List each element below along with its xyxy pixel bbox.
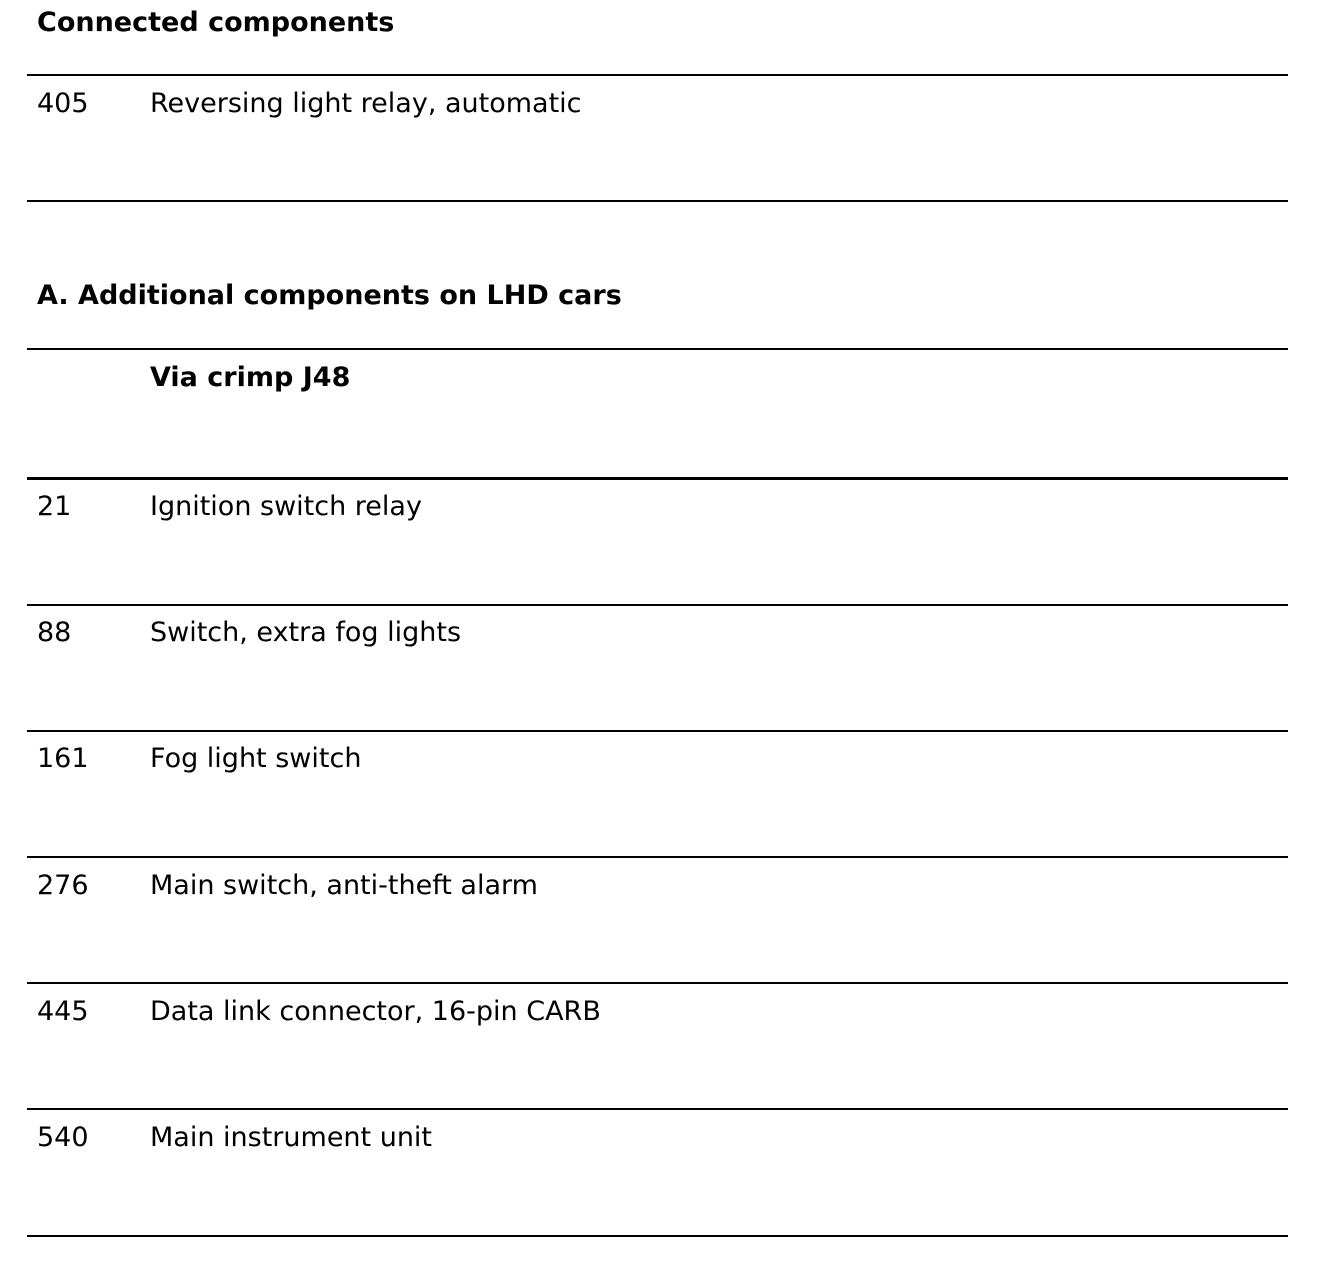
component-description: Main instrument unit [150,1122,433,1153]
component-code: 540 [37,1122,89,1153]
divider [27,730,1288,732]
component-description: Fog light switch [150,743,362,774]
component-description: Main switch, anti-theft alarm [150,870,538,901]
component-description: Ignition switch relay [150,491,422,522]
divider [27,200,1288,202]
section-title: Connected components [37,7,395,38]
table-row [0,745,1328,785]
subheading: Via crimp J48 [150,362,351,393]
component-code: 445 [37,996,89,1027]
subheading-row [0,364,1328,404]
divider [27,1235,1288,1237]
component-code: 276 [37,870,89,901]
divider [27,477,1288,480]
table-row [0,90,1328,130]
table-row [0,493,1328,533]
component-code: 88 [37,617,72,648]
divider [27,74,1288,76]
divider [27,982,1288,984]
component-code: 161 [37,743,89,774]
table-row [0,872,1328,912]
section-title: A. Additional components on LHD cars [37,280,622,311]
divider [27,856,1288,858]
table-row [0,1124,1328,1164]
component-code: 21 [37,491,72,522]
table-row [0,619,1328,659]
component-description: Reversing light relay, automatic [150,88,582,119]
table-row [0,998,1328,1038]
component-description: Data link connector, 16-pin CARB [150,996,601,1027]
divider [27,604,1288,606]
divider [27,348,1288,350]
component-code: 405 [37,88,89,119]
divider [27,1108,1288,1110]
component-description: Switch, extra fog lights [150,617,462,648]
